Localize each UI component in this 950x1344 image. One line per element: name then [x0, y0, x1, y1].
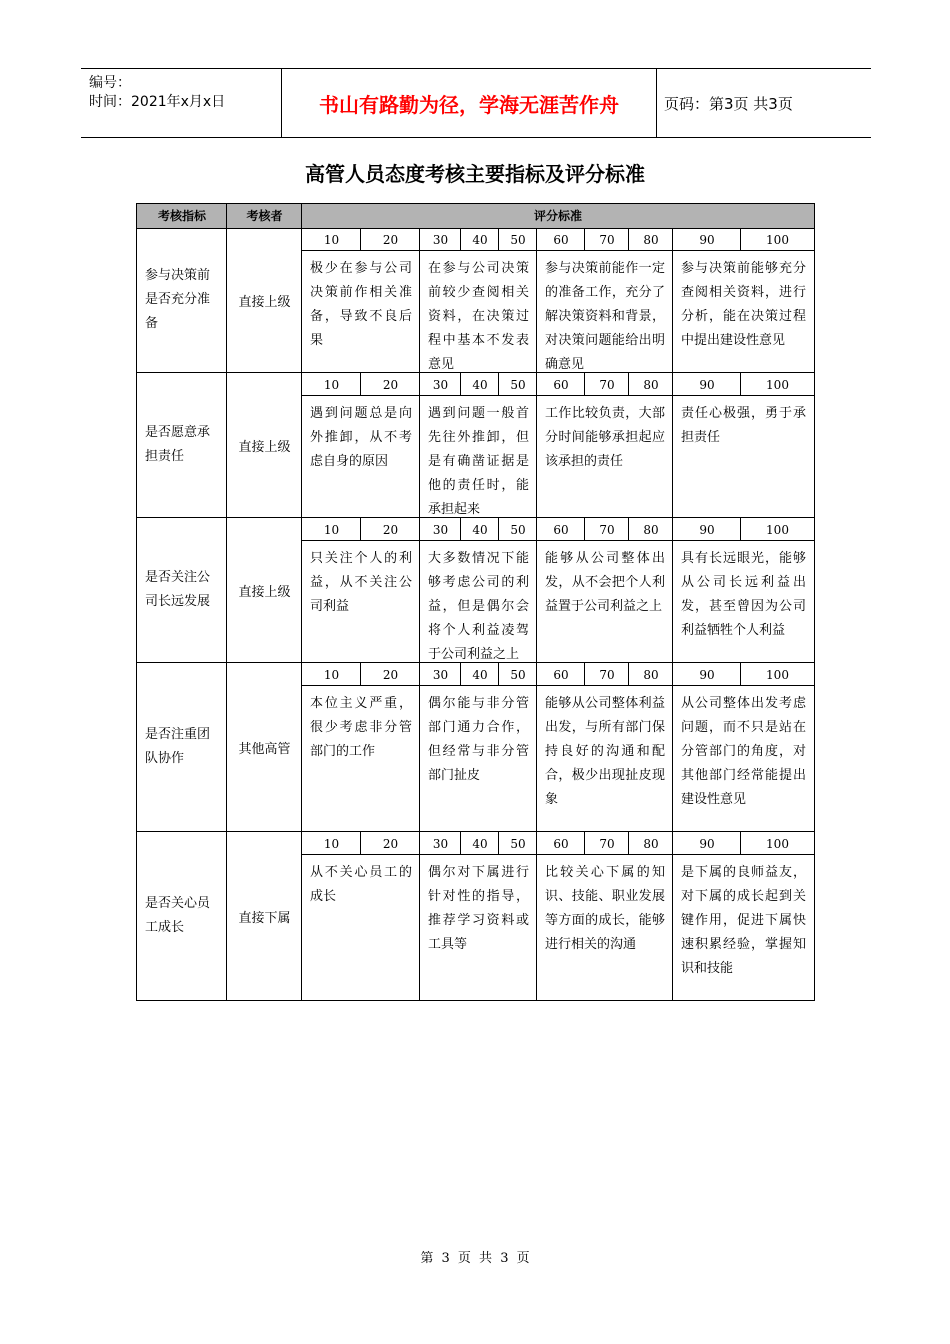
- score-label: 100: [766, 233, 789, 247]
- level-description: 大多数情况下能够考虑公司的利益，但是偶尔会将个人利益凌驾于公司利益之上: [428, 551, 529, 662]
- score-label: 30: [432, 837, 449, 851]
- score-label: 100: [766, 378, 789, 392]
- indicator-cell: [137, 832, 227, 1000]
- score-label: 60: [553, 837, 569, 851]
- score-label: 30: [432, 668, 449, 682]
- document-title: 高管人员态度考核主要指标及评分标准: [305, 162, 645, 186]
- col-header-evaluator: 考核者: [246, 209, 283, 223]
- level-description: 工作比较负责，大部分时间能够承担起应该承担的责任: [545, 406, 665, 469]
- table-row: [137, 832, 814, 1000]
- score-label: 60: [553, 668, 569, 682]
- evaluator-cell: 其他高管: [238, 741, 291, 757]
- level-description: 具有长远眼光，能够从公司长远利益出发，甚至曾因为公司利益牺牲个人利益: [681, 551, 806, 638]
- score-label: 10: [323, 668, 340, 682]
- score-label: 50: [510, 378, 526, 392]
- score-label: 40: [472, 837, 488, 851]
- level-description: 偶尔能与非分管部门通力合作，但经常与非分管部门扯皮: [428, 696, 529, 783]
- level-description: 从公司整体出发考虑问题，而不只是站在分管部门的角度，对其他部门经常能提出建设性意见: [681, 696, 806, 807]
- score-label: 100: [766, 668, 789, 682]
- level-description: 责任心极强，勇于承担责任: [681, 406, 806, 445]
- page-header: [81, 68, 871, 138]
- score-label: 90: [699, 233, 715, 247]
- level-description: 只关注个人的利益，从不关注公司利益: [310, 551, 412, 614]
- score-label: 80: [643, 668, 659, 682]
- evaluator-cell: 直接上级: [238, 294, 291, 310]
- score-label: 90: [699, 378, 715, 392]
- col-header-criteria: 评分标准: [533, 209, 582, 223]
- score-label: 90: [699, 837, 715, 851]
- score-label: 70: [599, 523, 615, 537]
- score-label: 80: [643, 837, 659, 851]
- level-description: 能够从公司整体出发，从不会把个人利益置于公司利益之上: [545, 551, 665, 614]
- score-label: 70: [599, 837, 615, 851]
- score-label: 90: [699, 523, 715, 537]
- table-row: [137, 663, 814, 832]
- score-label: 30: [432, 378, 449, 392]
- score-label: 30: [432, 233, 449, 247]
- score-label: 40: [472, 233, 488, 247]
- header-slogan: 书山有路勤为径，学海无涯苦作舟: [281, 69, 657, 137]
- score-label: 50: [510, 523, 526, 537]
- indicator-text: 参与决策前是否充分准备: [145, 268, 211, 331]
- score-label: 90: [699, 668, 715, 682]
- page-footer: 第 3 页 共 3 页: [420, 1251, 530, 1266]
- level-description: 极少在参与公司决策前作相关准备，导致不良后果: [310, 261, 412, 348]
- score-label: 20: [382, 668, 399, 682]
- indicator-text: 是否关心员工成长: [145, 896, 211, 935]
- score-label: 40: [472, 523, 488, 537]
- code-label: 编号：: [89, 75, 131, 91]
- score-label: 70: [599, 233, 615, 247]
- table-header-row: [137, 204, 814, 229]
- level-description: 偶尔对下属进行针对性的指导，推荐学习资料或工具等: [428, 865, 529, 952]
- indicator-text: 是否愿意承担责任: [145, 425, 211, 464]
- level-description: 在参与公司决策前较少查阅相关资料，在决策过程中基本不发表意见: [428, 261, 529, 372]
- score-label: 70: [599, 668, 615, 682]
- indicator-cell: [137, 663, 227, 831]
- indicator-text: 是否注重团队协作: [145, 727, 211, 766]
- score-label: 80: [643, 233, 659, 247]
- score-label: 20: [382, 523, 399, 537]
- score-label: 80: [643, 378, 659, 392]
- score-label: 100: [766, 523, 789, 537]
- score-label: 10: [323, 523, 340, 537]
- score-label: 70: [599, 378, 615, 392]
- indicator-text: 是否关注公司长远发展: [145, 570, 211, 609]
- level-description: 参与决策前能作一定的准备工作，充分了解决策资料和背景，对决策问题能给出明确意见: [545, 261, 665, 372]
- score-label: 20: [382, 233, 399, 247]
- score-label: 40: [472, 668, 488, 682]
- level-description: 能够从公司整体利益出发，与所有部门保持良好的沟通和配合，极少出现扯皮现象: [545, 696, 665, 807]
- criteria-table: [136, 203, 815, 1001]
- evaluator-cell: 直接下属: [238, 910, 291, 926]
- table-row: [137, 373, 814, 518]
- table-row: [137, 228, 814, 373]
- level-description: 本位主义严重，很少考虑非分管部门的工作: [310, 696, 412, 759]
- header-page-info: 页码：第3页 共3页: [664, 94, 793, 113]
- level-description: 比较关心下属的知识、技能、职业发展等方面的成长，能够进行相关的沟通: [545, 865, 665, 952]
- score-label: 50: [510, 668, 526, 682]
- indicator-cell: [137, 518, 227, 662]
- score-label: 60: [553, 233, 569, 247]
- col-header-indicator: 考核指标: [157, 209, 206, 223]
- level-description: 从不关心员工的成长: [310, 865, 412, 904]
- score-label: 40: [472, 378, 488, 392]
- score-label: 10: [323, 837, 340, 851]
- score-label: 60: [553, 378, 569, 392]
- evaluator-cell: 直接上级: [238, 584, 291, 600]
- score-label: 80: [643, 523, 659, 537]
- evaluator-cell: 直接上级: [238, 439, 291, 455]
- indicator-cell: [137, 373, 227, 517]
- score-label: 50: [510, 837, 526, 851]
- time-label: 时间：2021年x月x日: [89, 94, 226, 110]
- score-label: 100: [766, 837, 789, 851]
- score-label: 30: [432, 523, 449, 537]
- level-description: 是下属的良师益友，对下属的成长起到关键作用，促进下属快速积累经验，掌握知识和技能: [681, 865, 806, 976]
- table-row: [137, 518, 814, 663]
- level-description: 参与决策前能够充分查阅相关资料，进行分析，能在决策过程中提出建设性意见: [681, 261, 806, 348]
- score-label: 10: [323, 233, 340, 247]
- score-label: 20: [382, 378, 399, 392]
- score-label: 10: [323, 378, 340, 392]
- score-label: 20: [382, 837, 399, 851]
- score-label: 60: [553, 523, 569, 537]
- header-meta: [81, 69, 281, 137]
- indicator-cell: [137, 228, 227, 372]
- score-label: 50: [510, 233, 526, 247]
- level-description: 遇到问题总是向外推卸，从不考虑自身的原因: [310, 406, 412, 469]
- level-description: 遇到问题一般首先往外推卸，但是有确凿证据是他的责任时，能承担起来: [428, 406, 529, 517]
